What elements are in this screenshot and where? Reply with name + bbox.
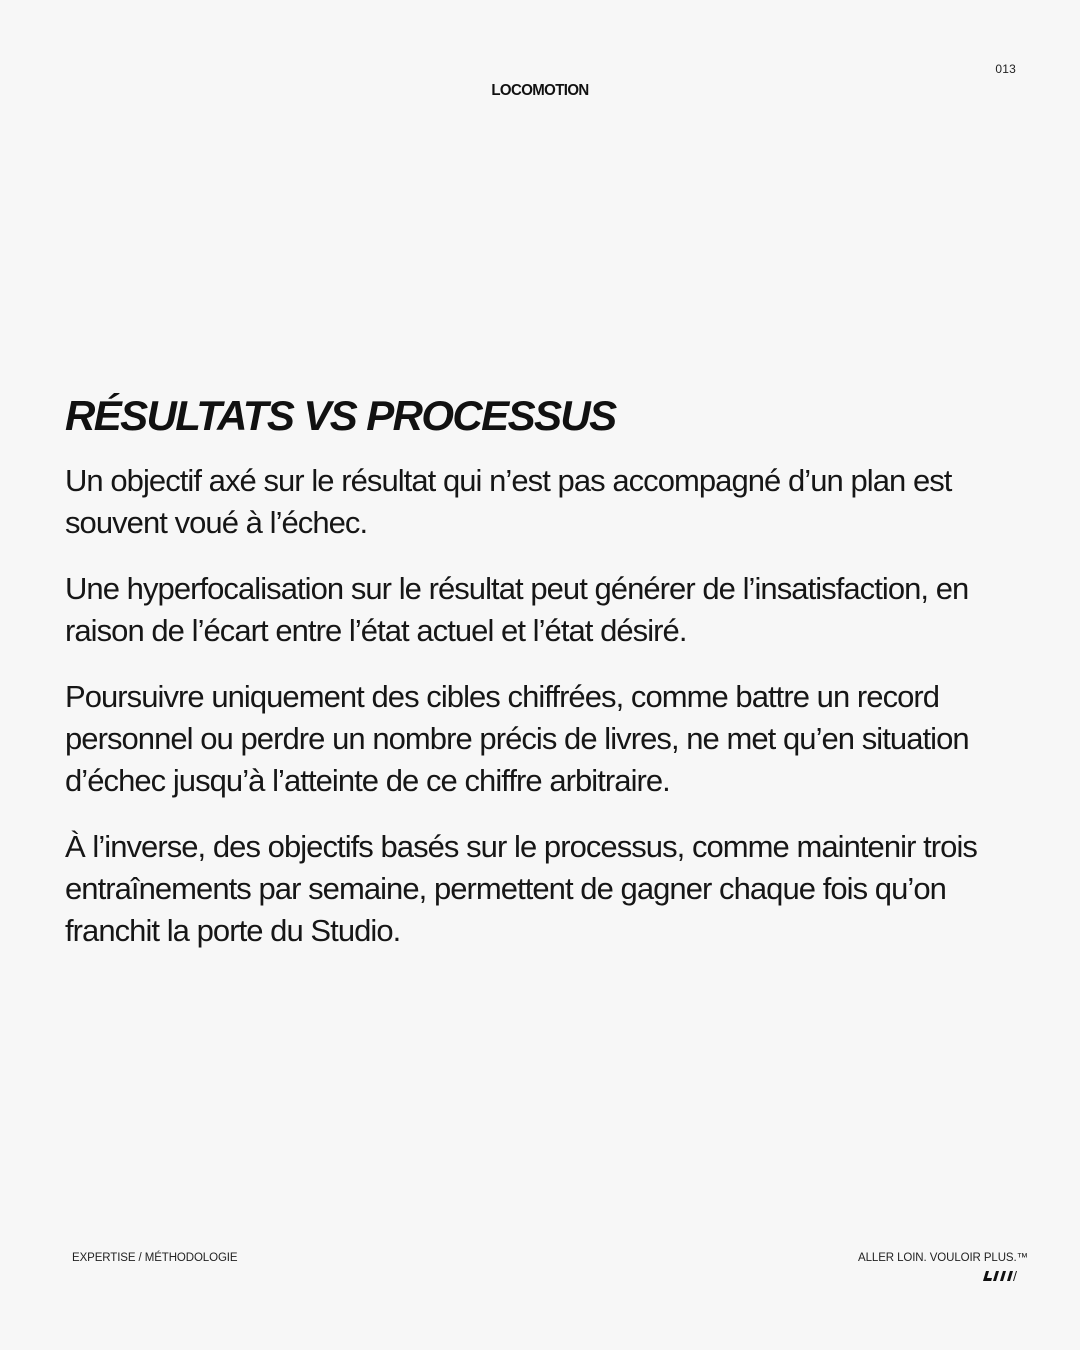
locomotion-slashes-icon (983, 1271, 1017, 1281)
footer-category: EXPERTISE / MÉTHODOLOGIE (72, 1252, 238, 1264)
paragraph-3: Poursuivre uniquement des cibles chiffrées, comme battre un record personnel ou perdre un nombre précis de livres, ne met qu’en situation d’échec jusqu’à l’atteinte de ce chiffre arbitraire. (65, 679, 969, 798)
footer-tagline: ALLER LOIN. VOULOIR PLUS.™ (858, 1252, 1028, 1264)
main-content (65, 392, 1025, 976)
paragraph-1: Un objectif axé sur le résultat qui n’est pas accompagné d’un plan est souvent voué à l’échec. (65, 463, 952, 540)
paragraph-4: À l’inverse, des objectifs basés sur le processus, comme maintenir trois entraînements par semaine, permettent de gagner chaque fois qu’on franchit la porte du Studio. (65, 829, 977, 948)
paragraph-2: Une hyperfocalisation sur le résultat peut générer de l’insatisfaction, en raison de l’écart entre l’état actuel et l’état désiré. (65, 571, 969, 648)
page-title: RÉSULTATS VS PROCESSUS (65, 392, 616, 439)
brand-logo: LOCOMOTION (491, 81, 589, 100)
page-number: 013 (995, 62, 1016, 76)
